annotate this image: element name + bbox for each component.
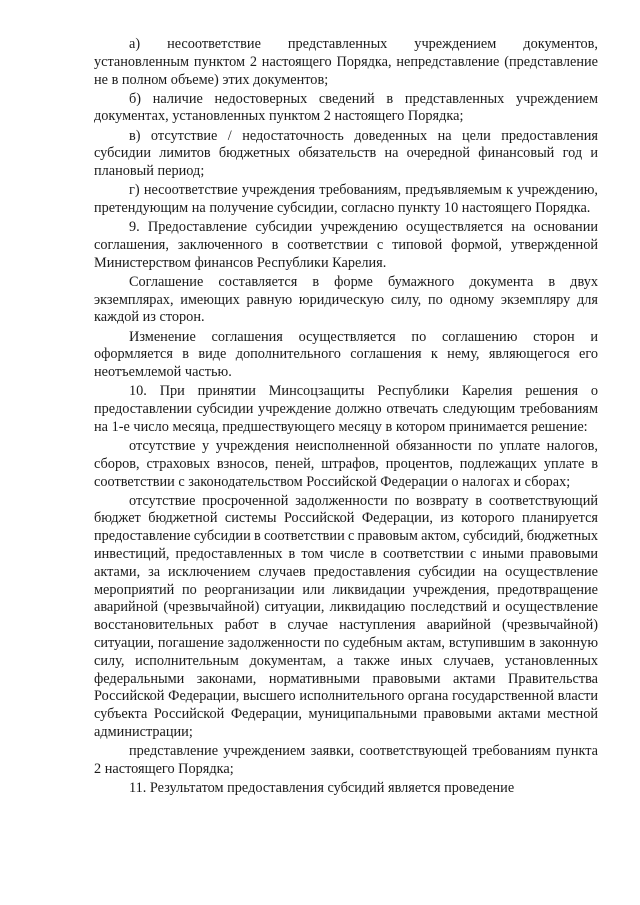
paragraph-requirement-taxes: отсутствие у учреждения неисполненной обязанности по уплате налогов, сборов, страховых взносов, пеней, штрафов, процентов, подлежащих уплате в соответствии с законодательством Российской Федерации о налогах и сборах; <box>94 437 598 490</box>
paragraph-8a: а) несоответствие представленных учреждением документов, установленным пунктом 2 настоящего Порядка, непредставление (представление не в полном объеме) этих документов; <box>94 36 598 88</box>
paragraph-agreement-change: Изменение соглашения осуществляется по соглашению сторон и оформляется в виде дополнительного соглашения к нему, являющегося его неотъемлемой частью. <box>94 328 598 381</box>
paragraph-10: 10. При принятии Минсоцзащиты Республики Карелия решения о предоставлении субсидии учреждение должно отвечать следующим требованиям на 1-е число месяца, предшествующего месяцу в котором принимается решение: <box>94 383 598 435</box>
paragraph-8b: б) наличие недостоверных сведений в представленных учреждением документах, установленных пунктом 2 настоящего Порядка; <box>94 90 598 125</box>
paragraph-9: 9. Предоставление субсидии учреждению осуществляется на основании соглашения, заключенного в соответствии с типовой формой, утвержденной Министерством финансов Республики Карелия. <box>94 219 598 271</box>
paragraph-requirement-debt: отсутствие просроченной задолженности по возврату в соответствующий бюджет бюджетной системы Российской Федерации, из которого планируется предоставление субсидии в соответствии с правовым актом, субсидий, бюджетных инвестиций, предоставленных в том числе в соответствии с иными правовыми актами, за исключением случаев предоставления субсидии на осуществление мероприятий по реорганизации или ликвидации учреждения, предотвращение аварийной (чрезвычайной) ситуации, ликвидацию последствий и осуществление восстановительных работ в случае наступления аварийной (чрезвычайной) ситуации, погашение задолженности по судебным актам, вступившим в законную силу, исполнительным документам, а также иных случаев, установленных федеральными законами, нормативными правовыми актами Правительства Российской Федерации, высшего исполнительного органа государственной власти субъекта Российской Федерации, муниципальными правовыми актами местной администрации; <box>94 492 598 740</box>
paragraph-requirement-application: представление учреждением заявки, соответствующей требованиям пункта 2 настоящего Порядка; <box>94 743 598 777</box>
paragraph-11: 11. Результатом предоставления субсидий является проведение <box>129 779 515 796</box>
paragraph-agreement-form: Соглашение составляется в форме бумажного документа в двух экземплярах, имеющих равную юридическую силу, по одному экземпляру для каждой из сторон. <box>94 273 598 326</box>
paragraph-8v: в) отсутствие / недостаточность доведенных на цели предоставления субсидии лимитов бюджетных обязательств на очередной финансовый год и плановый период; <box>94 127 598 180</box>
paragraph-8g: г) несоответствие учреждения требованиям, предъявляемым к учреждению, претендующим на получение субсидии, согласно пункту 10 настоящего Порядка. <box>94 182 598 217</box>
document-body <box>94 36 598 799</box>
